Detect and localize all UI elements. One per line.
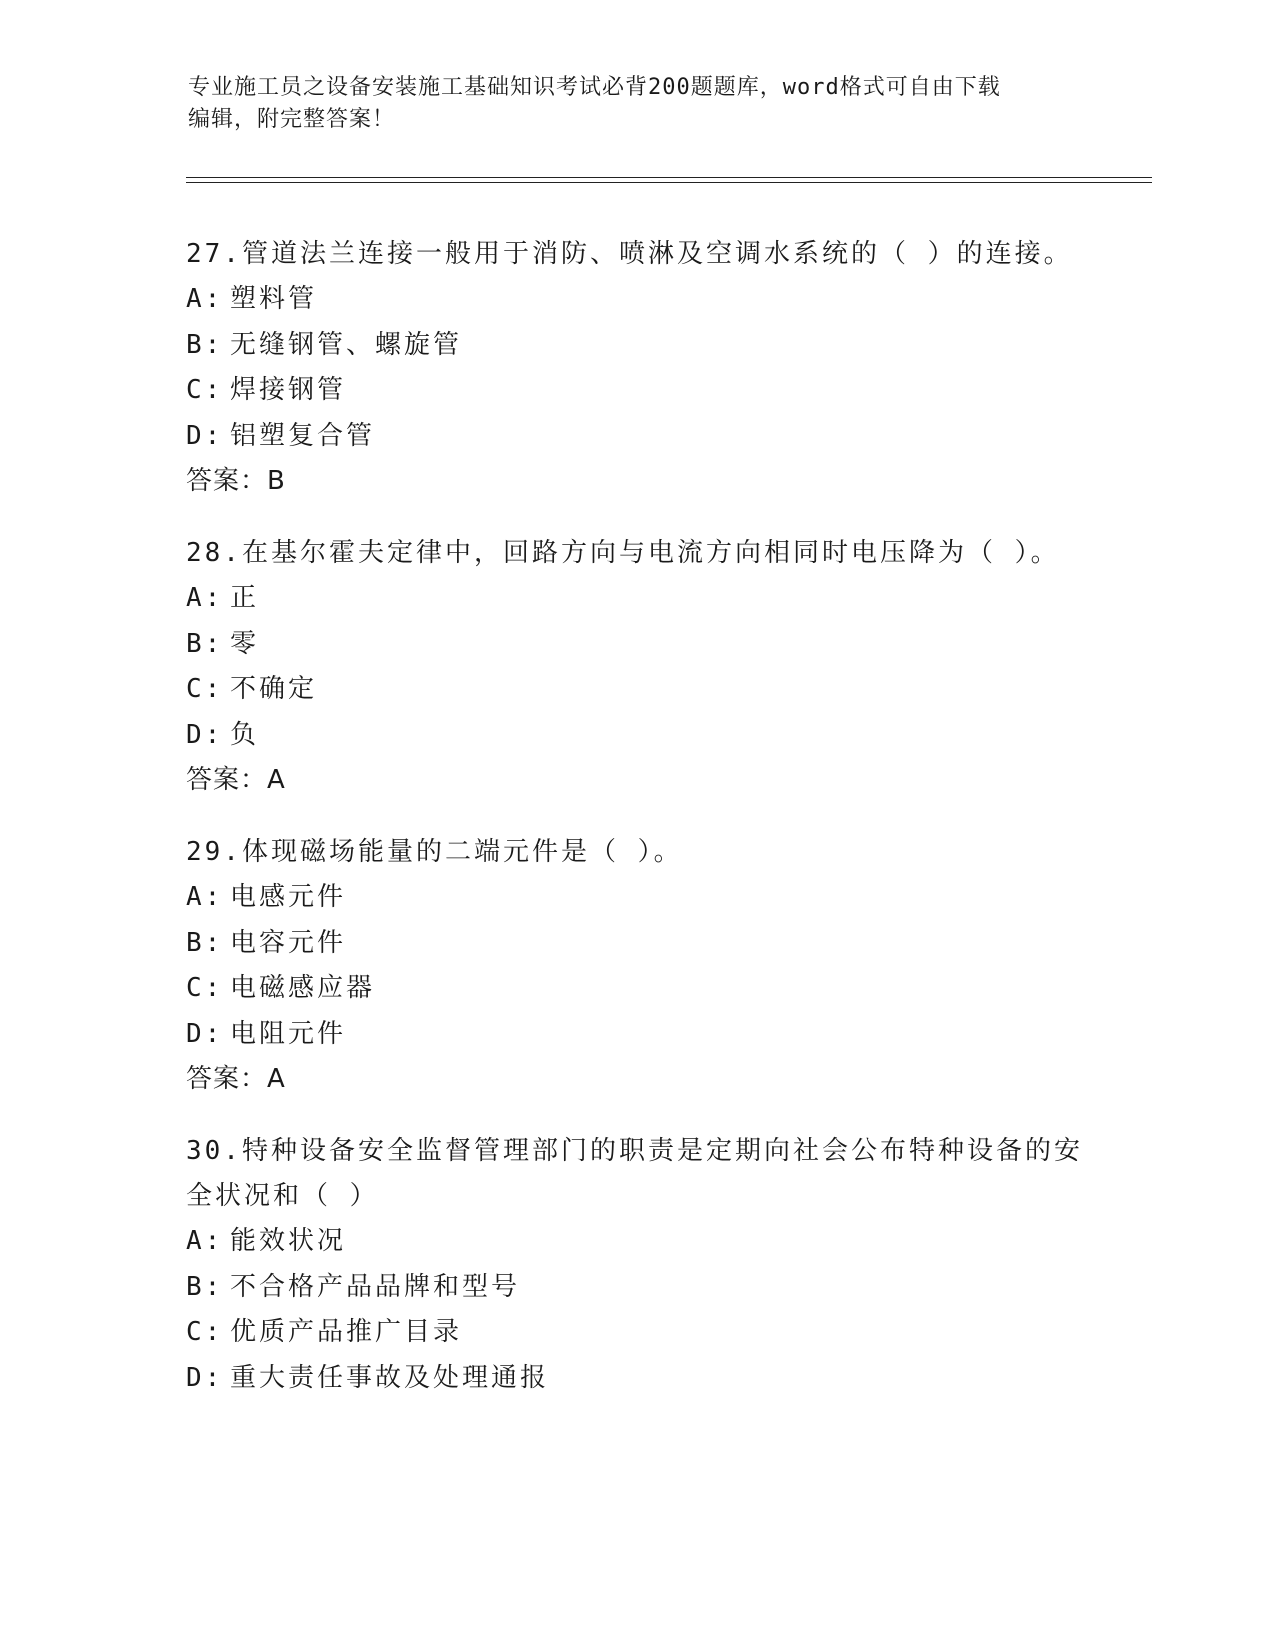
option-c: [186, 966, 1086, 1012]
answer-line: 答案：A: [186, 765, 286, 795]
option-c: [186, 368, 1086, 414]
option-text: 重大责任事故及处理通报: [230, 1362, 550, 1393]
option-text: 塑料管: [230, 284, 318, 314]
option-text: 不确定: [230, 674, 318, 704]
option-text: 正: [230, 583, 260, 613]
option-b: [186, 921, 1086, 967]
option-a: [186, 277, 1086, 323]
option-letter: C:: [186, 375, 224, 405]
option-letter: C:: [186, 973, 224, 1003]
header-divider-top: [186, 177, 1152, 178]
header-title-line-2: 编辑，附完整答案！: [188, 107, 396, 132]
option-text: 无缝钢管、螺旋管: [230, 329, 463, 360]
option-d: [186, 713, 1086, 759]
option-text: 优质产品推广目录: [230, 1317, 463, 1347]
option-text: 零: [230, 628, 260, 659]
question-30: [186, 1129, 1086, 1401]
option-text: 焊接钢管: [230, 375, 347, 405]
option-letter: B:: [186, 927, 224, 958]
option-a: [186, 875, 1086, 921]
option-b: [186, 1265, 1086, 1311]
document-header: [188, 72, 1068, 136]
option-letter: B:: [186, 1271, 224, 1302]
option-letter: A:: [186, 284, 224, 314]
question-28: [186, 531, 1086, 803]
option-text: 电磁感应器: [230, 973, 376, 1003]
option-c: [186, 1310, 1086, 1356]
answer-line: 答案：B: [186, 466, 286, 496]
option-text: 不合格产品品牌和型号: [230, 1271, 521, 1302]
option-c: [186, 667, 1086, 713]
option-letter: A:: [186, 1226, 224, 1256]
option-a: [186, 1219, 1086, 1265]
option-letter: C:: [186, 674, 224, 704]
option-letter: D:: [186, 420, 224, 451]
option-letter: A:: [186, 583, 224, 613]
header-divider-bottom: [186, 182, 1152, 183]
option-d: [186, 414, 1086, 460]
answer-line: 答案：A: [186, 1064, 286, 1094]
option-letter: C:: [186, 1317, 224, 1347]
option-b: [186, 323, 1086, 369]
option-letter: D:: [186, 1018, 224, 1049]
question-29: [186, 830, 1086, 1102]
option-text: 能效状况: [230, 1226, 347, 1256]
option-d: [186, 1356, 1086, 1402]
question-stem: 30.特种设备安全监督管理部门的职责是定期向社会公布特种设备的安全状况和（ ）: [186, 1136, 1083, 1211]
option-text: 电感元件: [230, 882, 347, 912]
question-27: [186, 232, 1086, 504]
option-letter: A:: [186, 882, 224, 912]
question-stem: 29.体现磁场能量的二端元件是（ ）。: [186, 837, 683, 867]
question-stem: 28.在基尔霍夫定律中，回路方向与电流方向相同时电压降为（ ）。: [186, 538, 1060, 568]
question-list: [186, 232, 1086, 1428]
option-letter: D:: [186, 1362, 224, 1393]
option-text: 电容元件: [230, 927, 347, 958]
option-text: 电阻元件: [230, 1018, 347, 1049]
option-letter: B:: [186, 628, 224, 659]
question-stem: 27.管道法兰连接一般用于消防、喷淋及空调水系统的（ ）的连接。: [186, 239, 1073, 269]
option-a: [186, 576, 1086, 622]
option-text: 铝塑复合管: [230, 420, 376, 451]
option-d: [186, 1012, 1086, 1058]
option-letter: D:: [186, 719, 224, 750]
header-title-line-1: 专业施工员之设备安装施工基础知识考试必背200题题库，word格式可自由下载: [188, 75, 1001, 100]
option-text: 负: [230, 719, 260, 750]
option-letter: B:: [186, 329, 224, 360]
option-b: [186, 622, 1086, 668]
